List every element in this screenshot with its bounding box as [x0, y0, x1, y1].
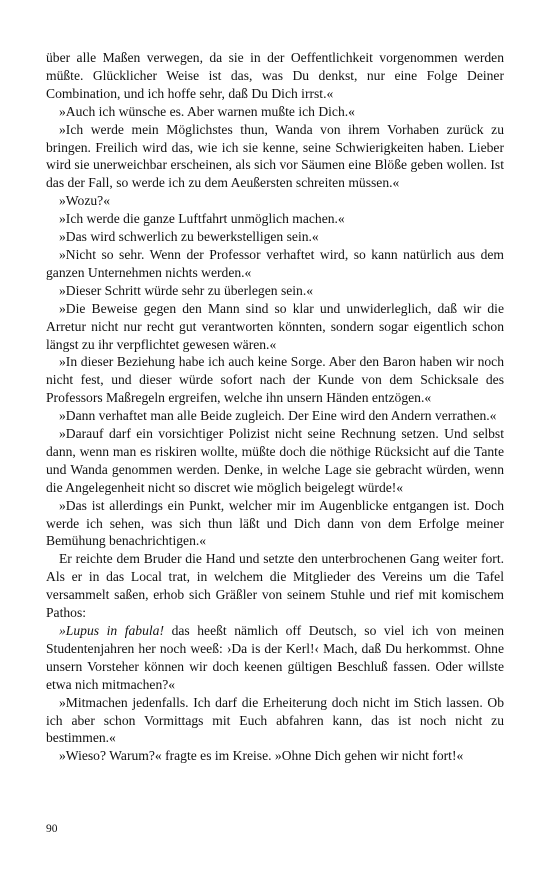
paragraph [46, 622, 504, 694]
paragraph: »Das ist allerdings ein Punkt, welcher mir im Augenblicke entgangen ist. Doch werde ich sehen, was sich thun läßt und Dich dann von dem Erfolge meiner Bemühung benachrichtigen.« [46, 497, 504, 549]
paragraph: »Auch ich wünsche es. Aber warnen mußte ich Dich.« [59, 103, 355, 119]
page-number: 90 [46, 823, 58, 835]
paragraph: »Darauf darf ein vorsichtiger Polizist nicht seine Rechnung setzen. Und selbst dann, wenn man es riskiren wollte, müßte doch die nöthige Rücksicht auf die Tante und Wanda genommen werden. Denke, in welche Lage sie gebracht würden, wenn die Angelegenheit nicht so discret wie möglich beigelegt würde!« [46, 426, 504, 495]
paragraph: »Wieso? Warum?« fragte es im Kreise. »Ohne Dich gehen wir nicht fort!« [59, 748, 464, 764]
paragraph: »Dann verhaftet man alle Beide zugleich. Der Eine wird den Andern verrathen.« [59, 408, 497, 424]
body-text [46, 49, 504, 765]
paragraph: »Wozu?« [59, 193, 110, 209]
latin-quote: »Lupus in fabula! [59, 623, 165, 638]
paragraph: »Das wird schwerlich zu bewerkstelligen sein.« [59, 229, 319, 245]
paragraph: »In dieser Beziehung habe ich auch keine Sorge. Aber den Baron haben wir noch nicht fest, und dieser würde sofort nach der Kunde von dem Schicksale des Professors Maßregeln ergreifen, welche ihn unsern Händen entzögen.« [46, 354, 504, 406]
paragraph: »Ich werde mein Möglichstes thun, Wanda von ihrem Vorhaben zurück zu bringen. Freilich wird das, wie ich sie kenne, seine Schwierigkeiten haben. Lieber wird sie unerweichbar erscheinen, als sich vor Säumen eine Blöße geben wollen. Ist das der Fall, so werde ich zu dem Aeußersten schreiten müssen.« [46, 121, 504, 191]
paragraph: »Ich werde die ganze Luftfahrt unmöglich machen.« [59, 211, 345, 227]
paragraph-rest: das heeßt nämlich off Deutsch, so viel ich von meinen Studentenjahren her noch weeß: ›Da is der Kerl!‹ Mach, daß Du herkommst. Ohne unsern Vorsteher können wir doch keenen gültigen Beschluß fassen. Oder willste etwa nich mitmachen?« [46, 623, 505, 692]
paragraph: »Mitmachen jedenfalls. Ich darf die Erheiterung doch nicht im Stich lassen. Ob ich aber schon Vormittags mit Euch abfahren kann, das ist noch nicht zu bestimmen.« [46, 694, 504, 746]
paragraph: »Die Beweise gegen den Mann sind so klar und unwiderleglich, daß wir die Arretur nicht nur recht gut verantworten könnten, sondern sogar eigentlich schon längst zu ihr verpflichtet gewesen wären.« [46, 300, 504, 352]
paragraph: »Dieser Schritt würde sehr zu überlegen sein.« [59, 282, 314, 298]
paragraph: »Nicht so sehr. Wenn der Professor verhaftet wird, so kann natürlich aus dem ganzen Unternehmen nichts werden.« [46, 246, 504, 280]
paragraph: über alle Maßen verwegen, da sie in der Oeffentlichkeit vorgenommen werden müßte. Glücklicher Weise ist das, was Du denkst, nur eine Folge Deiner Combination, und ich hoffe sehr, daß Du Dich irrst.« [46, 50, 504, 101]
paragraph: Er reichte dem Bruder die Hand und setzte den unterbrochenen Gang weiter fort. Als er in das Local trat, in welchem die Mitglieder des Vereins um die Tafel versammelt saßen, erhob sich Gräßler von seinem Stuhle und rief mit komischem Pathos: [46, 551, 504, 621]
